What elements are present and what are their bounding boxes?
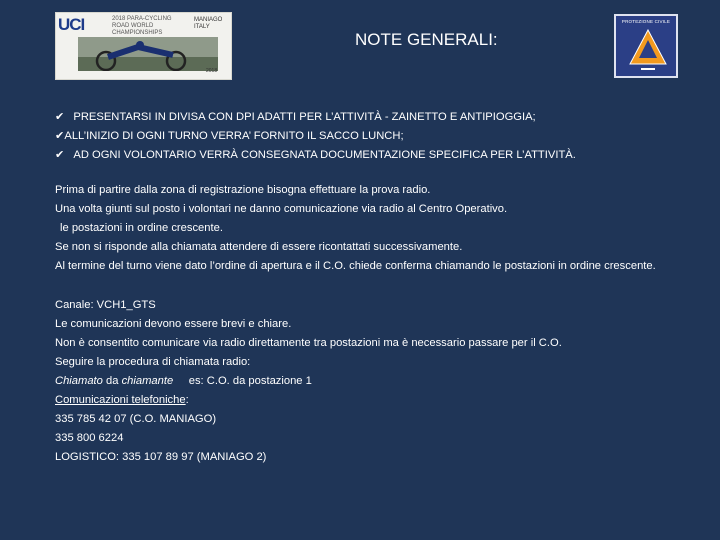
- instruction-line: Una volta giunti sul posto i volontari ne danno comunicazione via radio al Centro Operativo.: [55, 203, 508, 215]
- brief-line: Le comunicazioni devono essere brevi e chiare.: [55, 318, 292, 330]
- from-label: da: [102, 375, 122, 387]
- logo-subtitle: 2018 PARA-CYCLING ROAD WORLD CHAMPIONSHIPS: [112, 16, 172, 36]
- logo-city: MANIAGO ITALY: [194, 17, 223, 30]
- instruction-line: Al termine del turno viene dato l’ordine di apertura e il C.O. chiede conferma chiamando le postazioni in ordine crescente.: [55, 260, 656, 272]
- instruction-line: Prima di partire dalla zona di registrazione bisogna effettuare la prova radio.: [55, 184, 431, 196]
- civil-protection-emblem-icon: [626, 26, 670, 72]
- logo-year: 2018: [206, 68, 218, 74]
- uci-wordmark: UCI: [58, 15, 85, 34]
- uci-championship-logo: [55, 12, 232, 80]
- called-label: Chiamato: [55, 375, 103, 387]
- direct-line: Non è consentito comunicare via radio direttamente tra postazioni ma è necessario passare per il C.O.: [55, 337, 562, 349]
- checklist-item: ✔ PRESENTARSI IN DIVISA CON DPI ADATTI PER L’ATTIVITÀ - ZAINETTO E ANTIPIOGGIA;: [55, 111, 536, 123]
- check-icon: ✔: [55, 111, 65, 123]
- notes-body: [55, 108, 675, 467]
- procedure-line: Seguire la procedura di chiamata radio:: [55, 356, 251, 368]
- phone-number: 335 800 6224: [55, 432, 124, 444]
- phone-number: LOGISTICO: 335 107 89 97 (MANIAGO 2): [55, 451, 267, 463]
- checklist-item: ✔ALL’INIZIO DI OGNI TURNO VERRA’ FORNITO IL SACCO LUNCH;: [55, 130, 404, 142]
- caller-label: chiamante: [121, 375, 174, 387]
- checklist-item: ✔ AD OGNI VOLONTARIO VERRÀ CONSEGNATA DOCUMENTAZIONE SPECIFICA PER L’ATTIVITÀ.: [55, 149, 576, 161]
- checklist: [55, 108, 675, 165]
- call-format-line: [55, 372, 675, 391]
- check-icon: ✔: [55, 130, 65, 142]
- handbike-athlete-icon: [78, 37, 218, 71]
- phone-number: 335 785 42 07 (C.O. MANIAGO): [55, 413, 217, 425]
- channel-line: Canale: VCH1_GTS: [55, 299, 156, 311]
- protezione-civile-logo: [614, 14, 678, 78]
- example-label: es: C.O. da postazione 1: [173, 375, 312, 387]
- instruction-line: le postazioni in ordine crescente.: [60, 222, 223, 234]
- protezione-civile-label: PROTEZIONE CIVILE: [621, 19, 671, 24]
- radio-instructions: [55, 181, 675, 276]
- phone-heading: Comunicazioni telefoniche:: [55, 394, 189, 406]
- check-icon: ✔: [55, 149, 65, 161]
- instruction-line: Se non si risponde alla chiamata attendere di essere ricontattati successivamente.: [55, 241, 463, 253]
- page-title: NOTE GENERALI:: [355, 30, 498, 49]
- phone-section: [55, 391, 675, 467]
- channel-section: [55, 296, 675, 391]
